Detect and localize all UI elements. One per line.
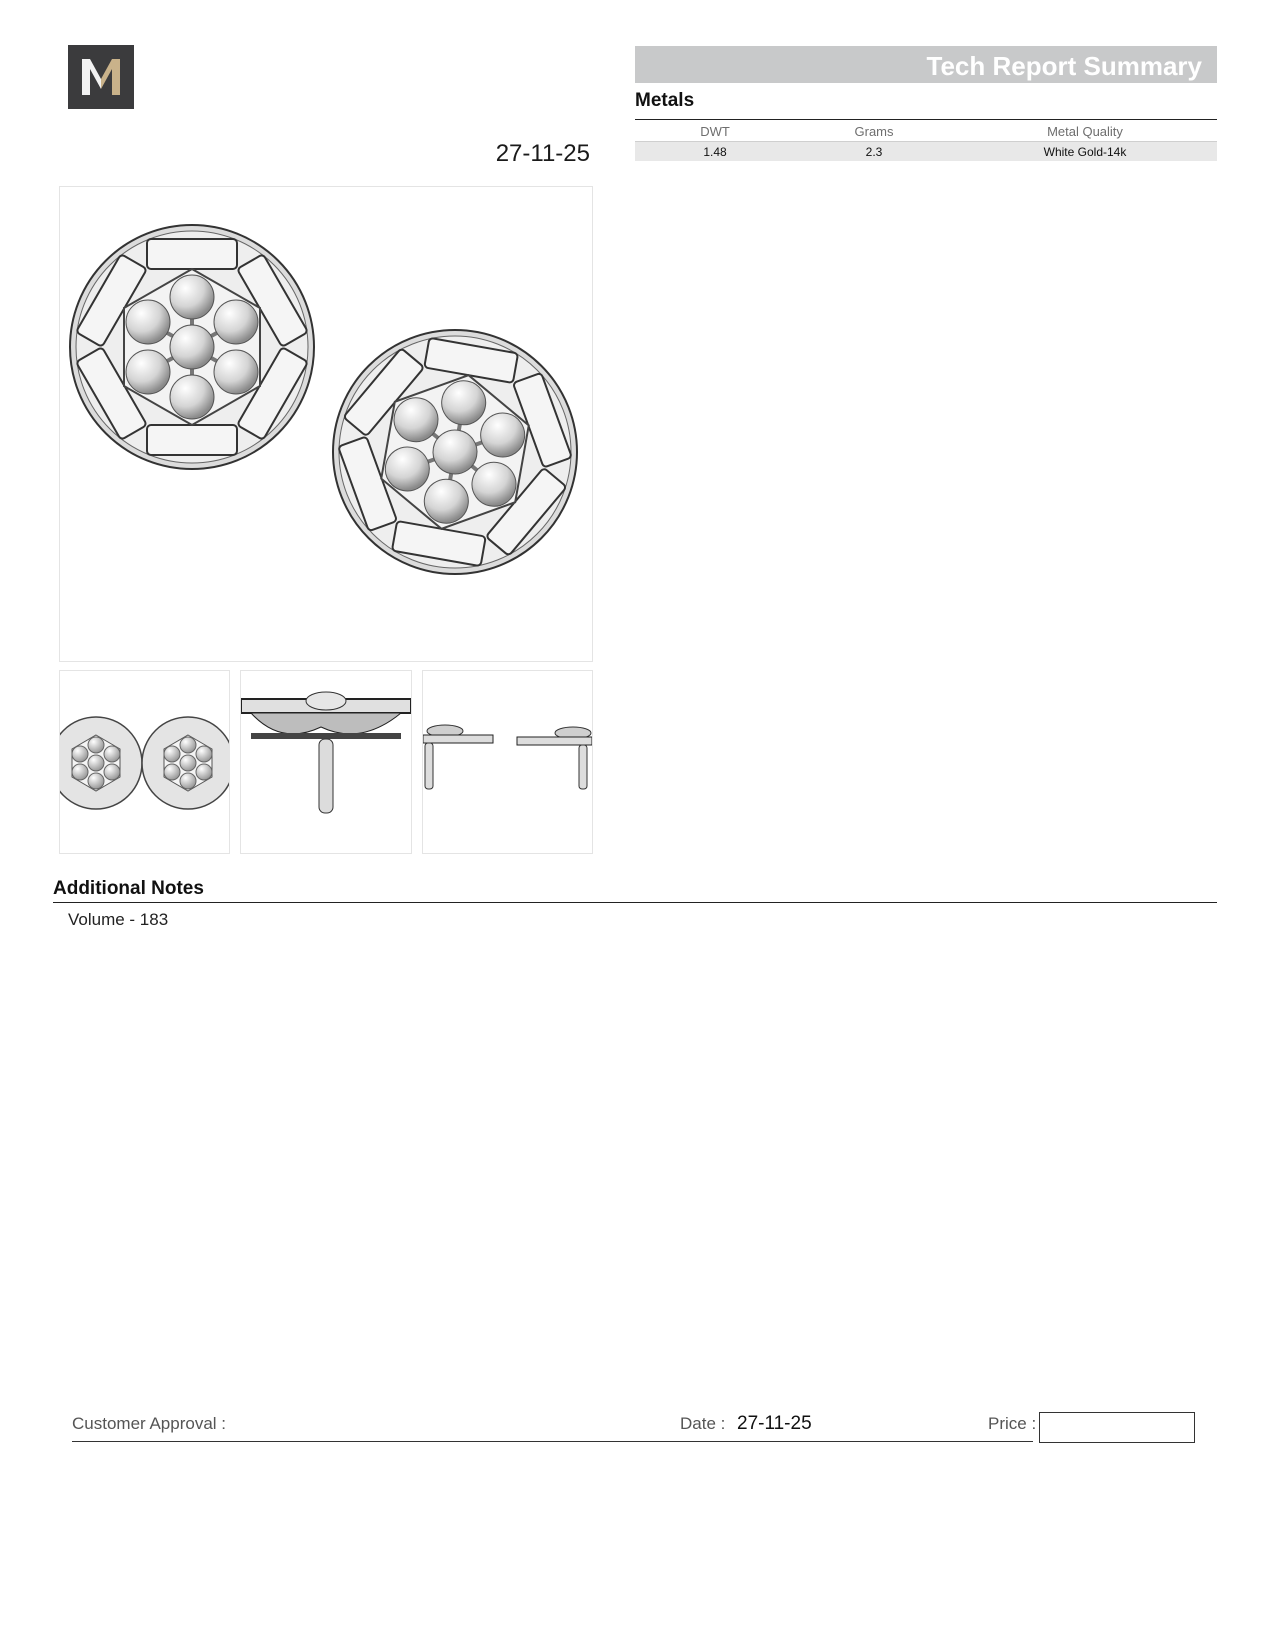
earring-side-view-post-image [241, 671, 411, 853]
earring-pair-side-profile-image [423, 671, 592, 853]
notes-text: Volume - 183 [68, 910, 169, 929]
m-logo-icon [68, 45, 134, 109]
company-logo [68, 45, 134, 109]
thumbnail-side-view[interactable] [240, 670, 412, 854]
report-title-bar [635, 46, 1217, 83]
price-label: Price : [988, 1414, 1037, 1433]
earring-pair-front-view-image [60, 671, 229, 853]
divider [635, 119, 1217, 120]
table-row [635, 142, 1217, 162]
earring-pair-top-view-image [60, 187, 592, 661]
approval-date-value: 27-11-25 [737, 1413, 812, 1434]
signature-line[interactable] [72, 1441, 1033, 1442]
document-date: 27-11-25 [495, 140, 590, 167]
customer-approval-label: Customer Approval : [72, 1414, 227, 1433]
divider [53, 902, 1217, 903]
column-header-dwt: DWT [700, 123, 730, 139]
thumbnail-profile-view[interactable] [422, 670, 593, 854]
price-field[interactable] [1039, 1412, 1195, 1443]
approval-date-label: Date : [680, 1414, 726, 1433]
column-header-metal-quality: Metal Quality [1047, 123, 1123, 139]
cell-metal-quality: White Gold-14k [953, 142, 1217, 162]
main-product-render [59, 186, 593, 662]
cell-dwt: 1.48 [635, 142, 795, 162]
additional-notes-heading: Additional Notes [53, 878, 204, 899]
table-header-row [635, 121, 1217, 142]
thumbnail-front-view[interactable] [59, 670, 230, 854]
column-header-grams: Grams [854, 123, 894, 139]
report-title: Tech Report Summary [926, 51, 1202, 81]
cell-grams: 2.3 [795, 142, 953, 162]
metals-table [635, 121, 1217, 161]
metals-heading: Metals [635, 90, 695, 111]
